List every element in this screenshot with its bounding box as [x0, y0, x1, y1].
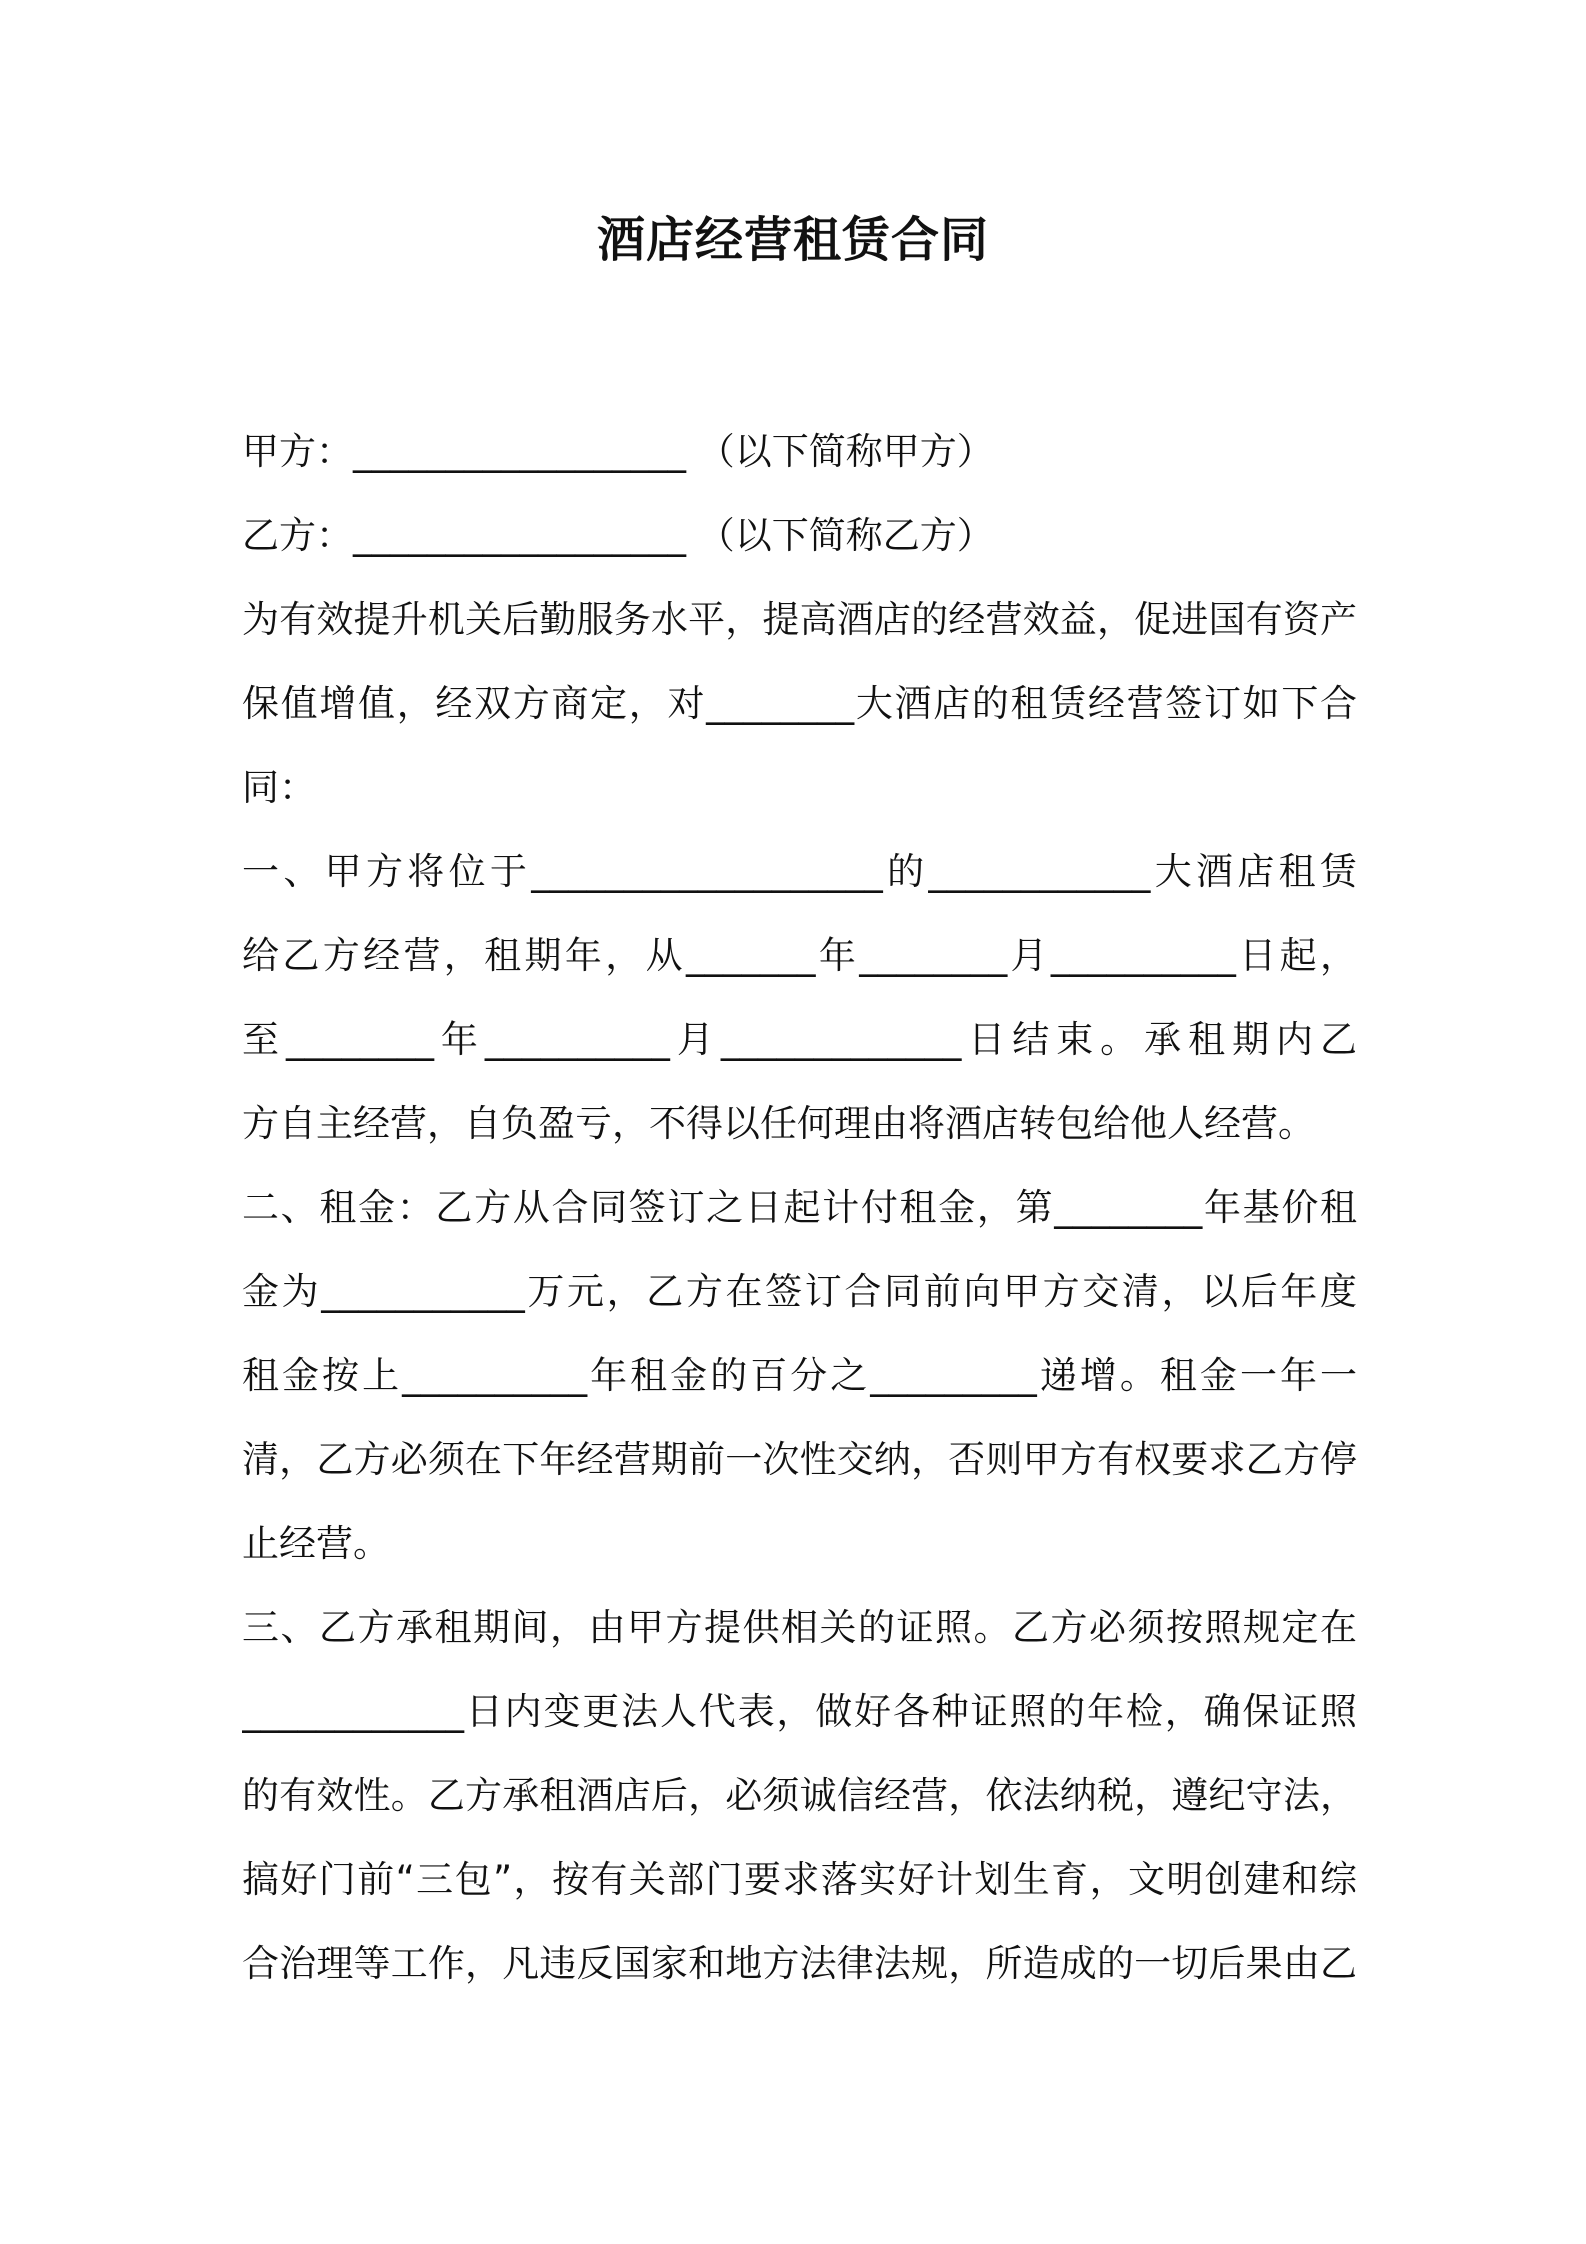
- clause-3-line-1: 三、乙方承租期间，由甲方提供相关的证照。乙方必须按照规定在: [242, 1606, 1357, 1649]
- clause-2-line-2: 金为___________万元，乙方在签订合同前向甲方交清，以后年度: [242, 1270, 1357, 1313]
- preamble-line-1: 为有效提升机关后勤服务水平，提高酒店的经营效益，促进国有资产: [242, 598, 1357, 641]
- document-title: 酒店经营租赁合同: [596, 212, 989, 268]
- clause-1-line-1: 一、甲方将位于___________________的____________大酒店租赁: [242, 850, 1357, 893]
- clause-3-line-4: 搞好门前“三包”，按有关部门要求落实好计划生育，文明创建和综: [242, 1858, 1357, 1901]
- clause-3-line-5: 合治理等工作，凡违反国家和地方法律法规，所造成的一切后果由乙: [242, 1942, 1357, 1985]
- party-b-line: 乙方：__________________ （以下简称乙方）: [242, 514, 994, 557]
- preamble-line-3: 同：: [242, 766, 316, 809]
- document-body: [242, 410, 1357, 2006]
- clause-1-line-2: 给乙方经营，租期年，从_______年________月__________日起，: [242, 934, 1357, 977]
- clause-2-line-3: 租金按上__________年租金的百分之_________递增。租金一年一: [242, 1354, 1357, 1397]
- clause-2-line-1: 二、租金：乙方从合同签订之日起计付租金，第________年基价租: [242, 1186, 1357, 1229]
- party-a-line: 甲方：__________________ （以下简称甲方）: [242, 430, 994, 473]
- clause-3-line-3: 的有效性。乙方承租酒店后，必须诚信经营，依法纳税，遵纪守法，: [242, 1774, 1357, 1817]
- clause-3-line-2: ____________日内变更法人代表，做好各种证照的年检，确保证照: [242, 1690, 1357, 1733]
- clause-1-line-3: 至________年__________月_____________日结束。承租期内乙: [242, 1018, 1357, 1061]
- clause-2-line-4: 清，乙方必须在下年经营期前一次性交纳，否则甲方有权要求乙方停: [242, 1438, 1357, 1481]
- clause-1-line-4: 方自主经营，自负盈亏，不得以任何理由将酒店转包给他人经营。: [242, 1102, 1315, 1145]
- preamble-line-2: 保值增值，经双方商定，对________大酒店的租赁经营签订如下合: [242, 682, 1357, 725]
- clause-2-line-5: 止经营。: [242, 1522, 390, 1565]
